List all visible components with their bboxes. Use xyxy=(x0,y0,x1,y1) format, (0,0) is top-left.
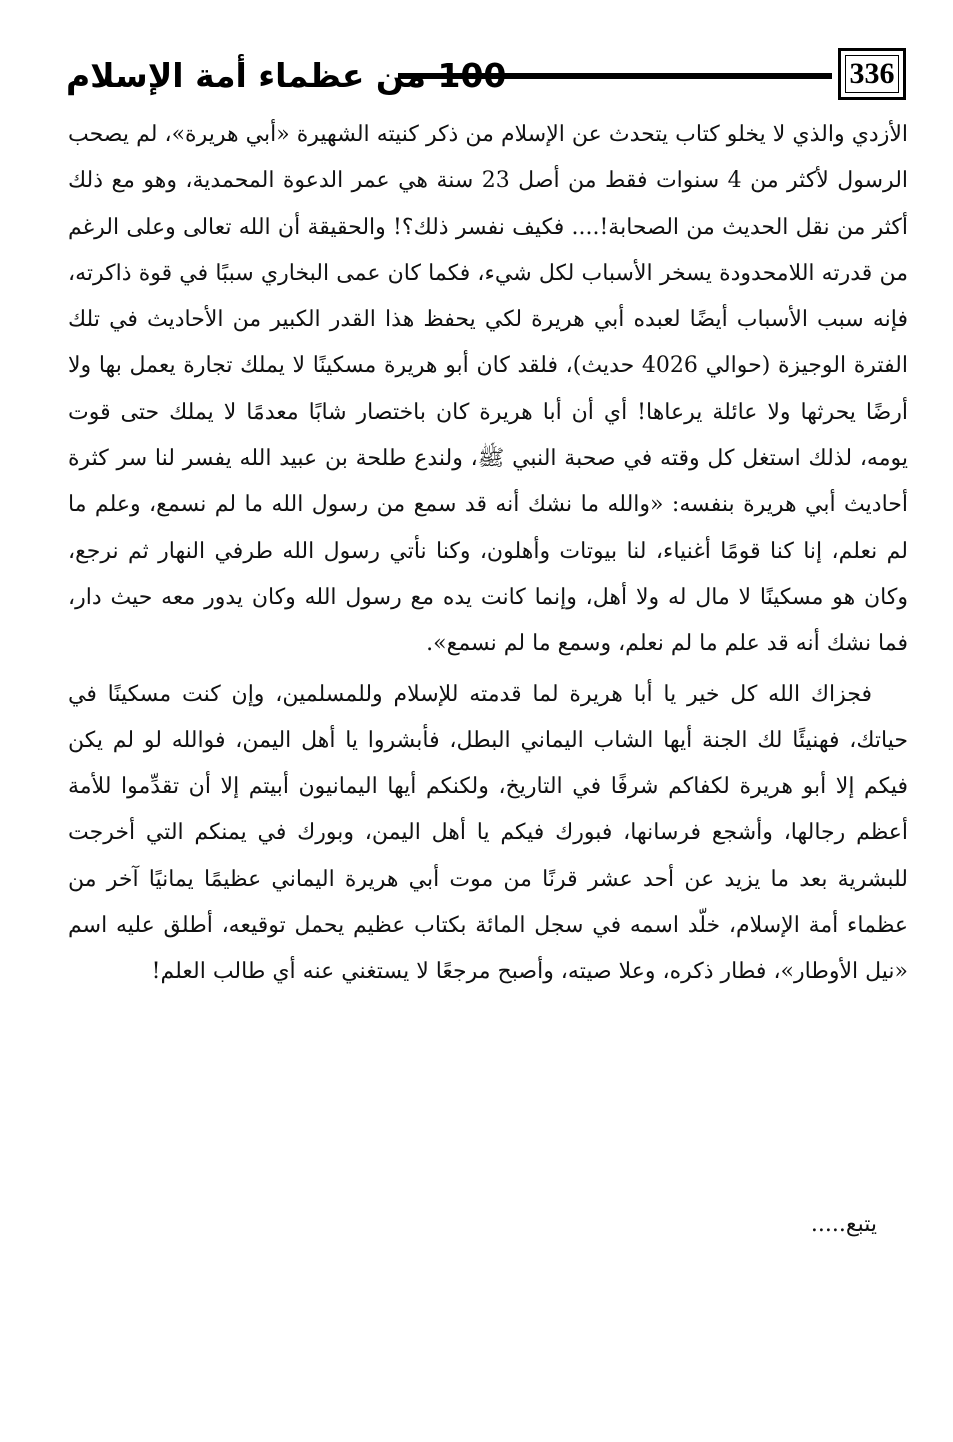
page-number-box xyxy=(838,48,906,100)
book-title: 100 من عظماء أمة الإسلام xyxy=(66,56,507,95)
header-rule xyxy=(398,73,832,79)
paragraph-1: الأزدي والذي لا يخلو كتاب يتحدث عن الإسلام من ذكر كنيته الشهيرة «أبي هريرة»، لم يصحب الرسول لأكثر من 4 سنوات فقط من أصل 23 سنة هي عمر الدعوة المحمدية، وهو مع ذلك أكثر من نقل الحديث من الصحابة!.... فكيف نفسر ذلك؟! والحقيقة أن الله تعالى وعلى الرغم من قدرته اللامحدودة يسخر الأسباب لكل شيء، فكما كان عمى البخاري سببًا في قوة ذاكرته، فإنه سبب الأسباب أيضًا لعبده أبي هريرة لكي يحفظ هذا القدر الكبير من الأحاديث في تلك الفترة الوجيزة (حوالي 4026 حديث)، فلقد كان أبو هريرة مسكينًا لا يملك تجارة يعمل بها ولا أرضًا يحرثها ولا عائلة يرعاها! أي أن أبا هريرة كان باختصار شابًا معدمًا لا يملك حتى قوت يومه، لذلك استغل كل وقته في صحبة النبي ﷺ، ولندع طلحة بن عبيد الله يفسر لنا سر كثرة أحاديث أبي هريرة بنفسه: «والله ما نشك أنه قد سمع من رسول الله ما لم نسمع، وعلم ما لم نعلم، إنا كنا قومًا أغنياء، لنا بيوتات وأهلون، وكنا نأتي رسول الله طرفي النهار ثم نرجع، وكان هو مسكينًا لا مال له ولا أهل، وإنما كانت يده مع رسول الله وكان يدور معه حيث دار، فما نشك أنه قد علم ما لم نعلم، وسمع ما لم نسمع». xyxy=(68,122,909,657)
continued-label: يتبع..... xyxy=(810,1212,877,1237)
paragraph-2: فجزاك الله كل خير يا أبا هريرة لما قدمته للإسلام وللمسلمين، وإن كنت مسكينًا في حياتك، فهنيئًا لك الجنة أيها الشاب اليماني البطل، فأبشروا يا أهل اليمن، فوالله لو لم يكن فيكم إلا أبو هريرة لكفاكم شرفًا في التاريخ، ولكنكم أيها اليمانيون أبيتم إلا أن تقدِّموا للأمة أعظم رجالها، وأشجع فرسانها، فبورك فيكم يا أهل اليمن، وبورك في يمنكم التي أخرجت للبشرية بعد ما يزيد عن أحد عشر قرنًا من موت أبي هريرة اليماني عظيمًا يمانيًا آخر من عظماء أمة الإسلام، خلّد اسمه في سجل المائة بكتاب عظيم يحمل توقيعه، أطلق عليه اسم «نيل الأوطار»، فطار ذكره، وعلا صيته، وأصبح مرجعًا لا يستغني عنه أي طالب العلم! xyxy=(68,681,908,985)
page-header xyxy=(60,48,910,104)
page-number: 336 xyxy=(849,57,895,90)
page-body xyxy=(68,112,908,996)
